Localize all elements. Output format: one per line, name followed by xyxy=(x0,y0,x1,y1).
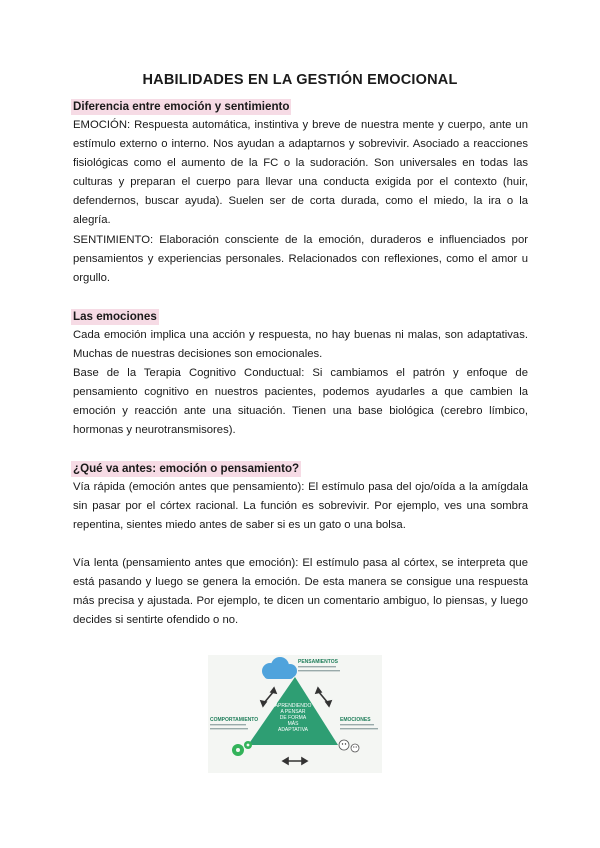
label-emociones: EMOCIONES xyxy=(340,717,371,723)
paragraph-via-rapida: Vía rápida (emoción antes que pensamiento): El estímulo pasa del ojo/oída a la amígdala sin pasar por el córtex racional. La función es sobrevivir. Por ejemplo, ves una sombra repentina, sientes miedo antes de saber si es un gato o una bolsa. xyxy=(73,481,528,531)
section-emocion-pensamiento xyxy=(73,459,528,535)
triangle-text-3: DE FORMA xyxy=(279,715,307,721)
section-heading: ¿Qué va antes: emoción o pensamiento? xyxy=(73,462,300,475)
label-comportamiento: COMPORTAMIENTO xyxy=(210,717,259,723)
gears-icon xyxy=(232,741,252,756)
cbt-triangle-figure xyxy=(208,655,382,773)
paragraph-emociones: Cada emoción implica una acción y respuesta, no hay buenas ni malas, son adaptativas. Muchas de nuestras decisiones son emocionales. xyxy=(73,329,528,360)
faces-icon xyxy=(339,740,359,752)
document-title: HABILIDADES EN LA GESTIÓN EMOCIONAL xyxy=(142,72,458,88)
triangle-text-4: MÁS xyxy=(287,721,299,727)
triangle-text-1: APRENDIENDO xyxy=(274,703,312,709)
section-emocion-sentimiento xyxy=(73,97,528,230)
text-line xyxy=(210,728,248,729)
text-line xyxy=(210,724,246,725)
section-via-lenta xyxy=(73,554,528,630)
cbt-triangle-diagram xyxy=(208,655,382,773)
text-line xyxy=(340,728,378,729)
text-line xyxy=(340,724,374,725)
section-sentimiento xyxy=(73,231,528,288)
label-pensamientos: PENSAMIENTOS xyxy=(298,659,338,665)
paragraph-sentimiento: SENTIMIENTO: Elaboración consciente de la emoción, duraderos e influenciados por pensamientos y experiencias personales. Relacionados con reflexiones, como el amor u orgullo. xyxy=(73,234,528,284)
cloud-icon xyxy=(262,657,297,679)
arrow-bottom xyxy=(283,758,307,764)
arrow-right xyxy=(316,688,331,706)
paragraph-emocion: EMOCIÓN: Respuesta automática, instintiva y breve de nuestra mente y cuerpo, ante un estímulo externo o interno. Nos ayudan a adaptarnos y sobrevivir. Asociado a reacciones fisiológicas como el aumento de la FC o la sudoración. Son universales en todas las culturas y preparan el cuerpo para llevar una conducta exigida por el contexto (huir, defendernos, buscar ayuda). Suelen ser de corta durada, como el miedo, la ira o la alegría. xyxy=(73,119,528,226)
triangle-text-5: ADAPTATIVA xyxy=(277,727,309,733)
paragraph-terapia: Base de la Terapia Cognitivo Conductual: Si cambiamos el patrón y enfoque de pensamiento cognitivo en nuestros pacientes, podemos ayudarles a que cambien la emoción y reacción ante una situación. Tienen una base biológica (cerebro límbico, hormonas y neurotransmisores). xyxy=(73,367,528,436)
paragraph-via-lenta: Vía lenta (pensamiento antes que emoción): El estímulo pasa al córtex, se interpreta que está pasando y luego se genera la emoción. De esta manera se consigue una respuesta más precisa y ajustada. Por ejemplo, te dicen un comentario ambiguo, lo piensas, y luego decides si sentirte ofendido o no. xyxy=(73,557,528,626)
text-line xyxy=(298,670,340,671)
section-heading: Las emociones xyxy=(73,310,157,323)
text-line xyxy=(298,666,336,667)
section-las-emociones xyxy=(73,307,528,440)
section-heading: Diferencia entre emoción y sentimiento xyxy=(73,100,290,113)
triangle-text-2: A PENSAR xyxy=(280,709,306,715)
